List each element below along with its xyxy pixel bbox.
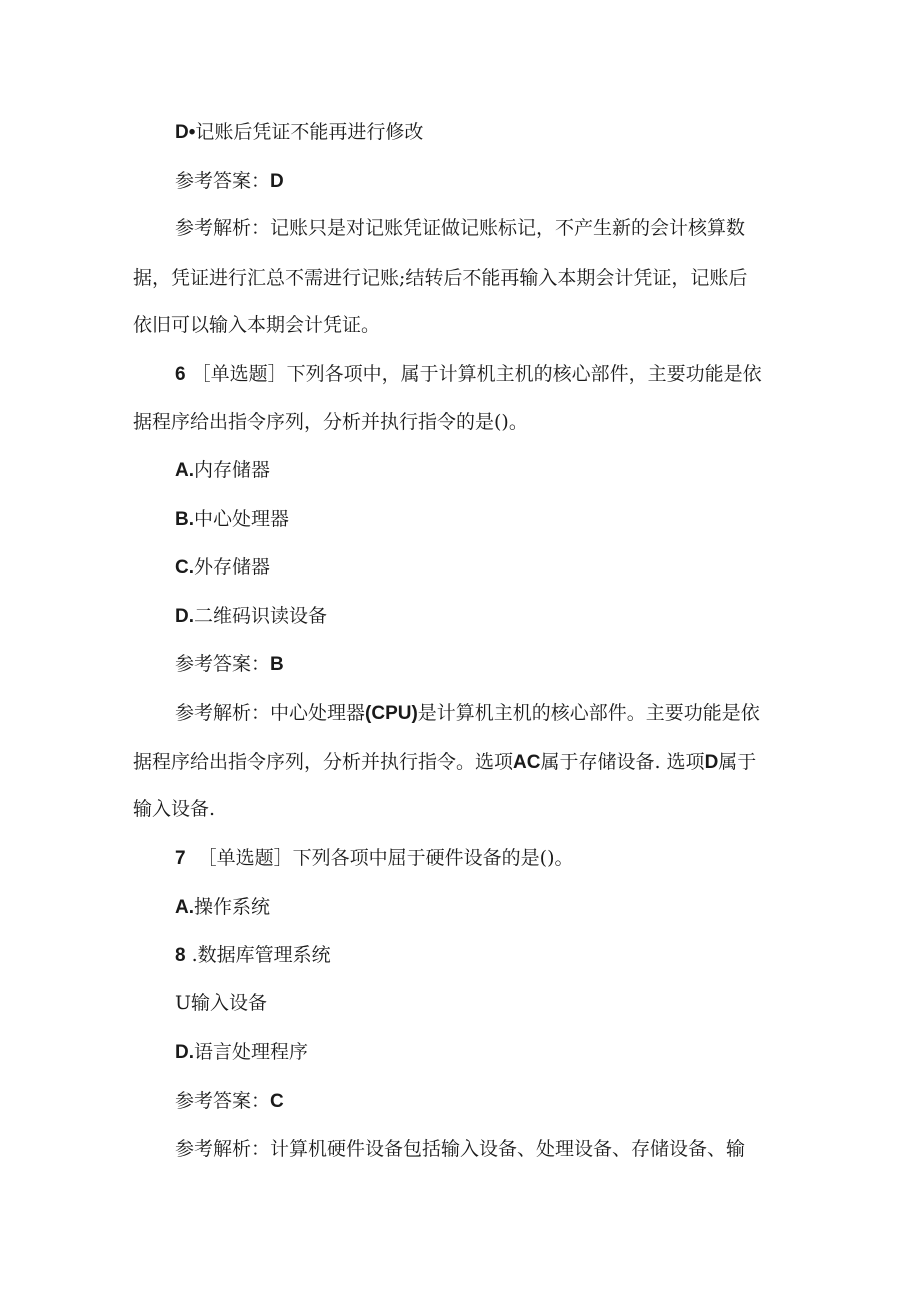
- explanation-text: 据程序给出指令序列，分析并执行指令。选项: [133, 751, 514, 773]
- option-label: A.: [175, 897, 194, 918]
- explanation-5-line3: [133, 313, 753, 337]
- option-text: 语言处理程序: [194, 1041, 309, 1063]
- option-text: 记账后凭证不能再进行修改: [195, 121, 424, 143]
- answer-label: 参考答案：: [175, 170, 271, 192]
- option-b-7: [175, 943, 795, 968]
- option-label: B.: [175, 509, 194, 530]
- explanation-text: 据，凭证进行汇总不需进行记账;结转后不能再输入本期会计凭证，记账后: [133, 267, 748, 289]
- answer-label: 参考答案：: [175, 1090, 271, 1112]
- option-text: 二维码识读设备: [194, 605, 328, 627]
- option-a-6: [175, 458, 795, 483]
- option-label: C.: [175, 557, 194, 578]
- option-label: D•: [175, 122, 196, 143]
- option-label: D.: [175, 1042, 194, 1063]
- question-6-line2: [133, 410, 753, 434]
- option-d-prev: [175, 120, 795, 145]
- explanation-6-line2: [133, 750, 757, 775]
- explanation-text: 参考解析：计算机硬件设备包括输入设备、处理设备、存储设备、输: [175, 1138, 746, 1160]
- option-text: 内存储器: [194, 459, 271, 481]
- explanation-5-line1: [175, 216, 795, 240]
- option-label: D.: [175, 606, 194, 627]
- option-text: 中心处理器: [194, 508, 290, 530]
- explanation-bold: (CPU): [365, 703, 418, 724]
- option-c-7: [175, 991, 795, 1015]
- question-text: 据程序给出指令序列，分析并执行指令的是()。: [133, 411, 528, 433]
- explanation-bold: D: [704, 752, 719, 773]
- answer-value: C: [270, 1091, 284, 1112]
- option-label: 8: [175, 945, 186, 966]
- option-text: 外存储器: [194, 556, 271, 578]
- option-c-6: [175, 555, 795, 580]
- question-number: 7: [175, 848, 186, 869]
- question-number: 6: [175, 364, 186, 385]
- explanation-5-line2: [133, 266, 753, 290]
- explanation-6-line3: [133, 797, 753, 821]
- question-7: [175, 846, 795, 871]
- option-b-6: [175, 507, 795, 532]
- explanation-text: 参考解析：中心处理器: [175, 702, 366, 724]
- explanation-bold: AC: [513, 752, 541, 773]
- explanation-text: 属于存储设备. 选项: [540, 751, 705, 773]
- explanation-text: 输入设备.: [133, 798, 216, 820]
- question-text: ［单选题］下列各项中，属于计算机主机的核心部件，主要功能是依: [191, 363, 762, 385]
- option-text: 操作系统: [194, 896, 271, 918]
- reference-answer-6: [175, 652, 795, 677]
- explanation-text: 依旧可以输入本期会计凭证。: [133, 314, 381, 336]
- explanation-6-line1: [175, 701, 795, 726]
- option-label: A.: [175, 460, 194, 481]
- reference-answer-7: [175, 1089, 795, 1114]
- option-a-7: [175, 895, 795, 920]
- option-text: U输入设备: [175, 992, 268, 1014]
- explanation-7-line1: [175, 1137, 795, 1161]
- option-d-7: [175, 1040, 795, 1065]
- explanation-text: 参考解析：记账只是对记账凭证做记账标记，不产生新的会计核算数: [175, 217, 746, 239]
- answer-value: D: [270, 171, 284, 192]
- answer-value: B: [270, 654, 284, 675]
- option-d-6: [175, 604, 795, 629]
- explanation-text: 属于: [718, 751, 757, 773]
- answer-label: 参考答案：: [175, 653, 271, 675]
- question-text: ［单选题］下列各项中屈于硬件设备的是()。: [197, 847, 574, 869]
- option-text: .数据库管理系统: [191, 944, 331, 966]
- reference-answer-5: [175, 169, 795, 194]
- explanation-text: 是计算机主机的核心部件。主要功能是依: [417, 702, 760, 724]
- question-6-line1: [175, 362, 795, 387]
